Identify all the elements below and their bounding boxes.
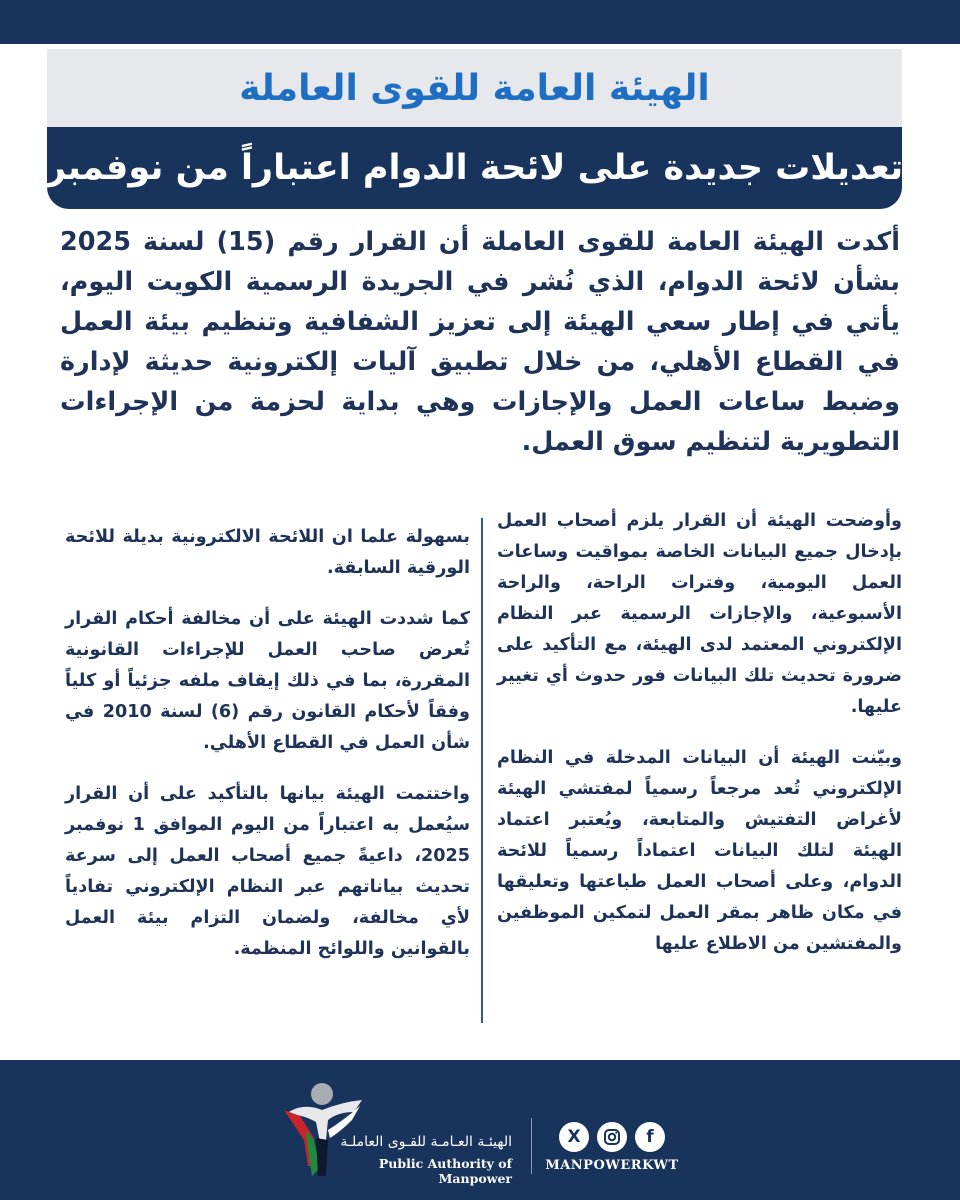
column-divider (481, 518, 483, 1023)
footer-separator (531, 1118, 532, 1174)
left-column (65, 522, 470, 985)
top-bar (0, 0, 960, 44)
left-paragraph-2: كما شددت الهيئة على أن مخالفة أحكام القرار تُعرض صاحب العمل للإجراءات القانونية المقررة، بما في ذلك إيقاف ملفه جزئياً أو كلياً وفقاً لأحكام القانون رقم (6) لسنة 2010 في شأن العمل في القطاع الأهلي. (65, 609, 470, 753)
organization-banner (47, 49, 902, 127)
headline-banner (47, 127, 902, 209)
page-title: تعديلات جديدة على لائحة الدوام اعتباراً من نوفمبر (45, 148, 904, 188)
x-icon[interactable]: X (559, 1122, 589, 1152)
social-links (545, 1122, 679, 1173)
logo-english-name: Public Authority of Manpower (378, 1156, 512, 1186)
left-paragraph-1: بسهولة علما ان اللائحة الالكترونية بديلة للائحة الورقية السابقة. (65, 527, 470, 578)
left-paragraph-3: واختتمت الهيئة بيانها بالتأكيد على أن القرار سيُعمل به اعتباراً من اليوم الموافق 1 نوفمبر 2025، داعيةً جميع أصحاب العمل إلى سرعة تحديث بياناتهم عبر النظام الإلكتروني تفادياً لأي مخالفة، ولضمان التزام بيئة العمل بالقوانين واللوائح المنظمة. (65, 784, 470, 959)
logo-arabic-name: الهيئـة العـامـة للقـوى العاملـة (340, 1134, 512, 1150)
facebook-icon[interactable]: f (635, 1122, 665, 1152)
right-paragraph-1: وأوضحت الهيئة أن القرار يلزم أصحاب العمل بإدخال جميع البيانات الخاصة بمواقيت وساعات العمل اليومية، وفترات الراحة، والراحة الأسبوعية، والإجازات الرسمية عبر النظام الإلكتروني المعتمد لدى الهيئة، مع التأكيد على ضرورة تحديث تلك البيانات فور حدوث أي تغيير عليها. (497, 511, 902, 717)
intro-paragraph: أكدت الهيئة العامة للقوى العاملة أن القرار رقم (15) لسنة 2025 بشأن لائحة الدوام، الذي نُشر في الجريدة الرسمية الكويت اليوم، يأتي في إطار سعي الهيئة إلى تعزيز الشفافية وتنظيم بيئة العمل في القطاع الأهلي، من خلال تطبيق آليات إلكترونية حديثة لإدارة وضبط ساعات العمل والإجازات وهي بداية لحزمة من الإجراءات التطويرية لتنظيم سوق العمل. (60, 227, 900, 457)
social-handle[interactable]: MANPOWERKWT (545, 1158, 679, 1173)
right-column (497, 506, 902, 980)
logo-figure-head-icon (311, 1083, 333, 1105)
instagram-icon[interactable] (597, 1122, 627, 1152)
organization-title: الهيئة العامة للقوى العاملة (239, 67, 710, 109)
right-paragraph-2: وبيّنت الهيئة أن البيانات المدخلة في النظام الإلكتروني تُعد مرجعاً رسمياً لمفتشي الهيئة لأغراض التفتيش والمتابعة، ويُعتبر اعتماد الهيئة لتلك البيانات اعتماداً رسمياً للائحة الدوام، وعلى أصحاب العمل طباعتها وتعليقها في مكان ظاهر بمقر العمل لتمكين الموظفين والمفتشين من الاطلاع عليها (497, 748, 902, 954)
